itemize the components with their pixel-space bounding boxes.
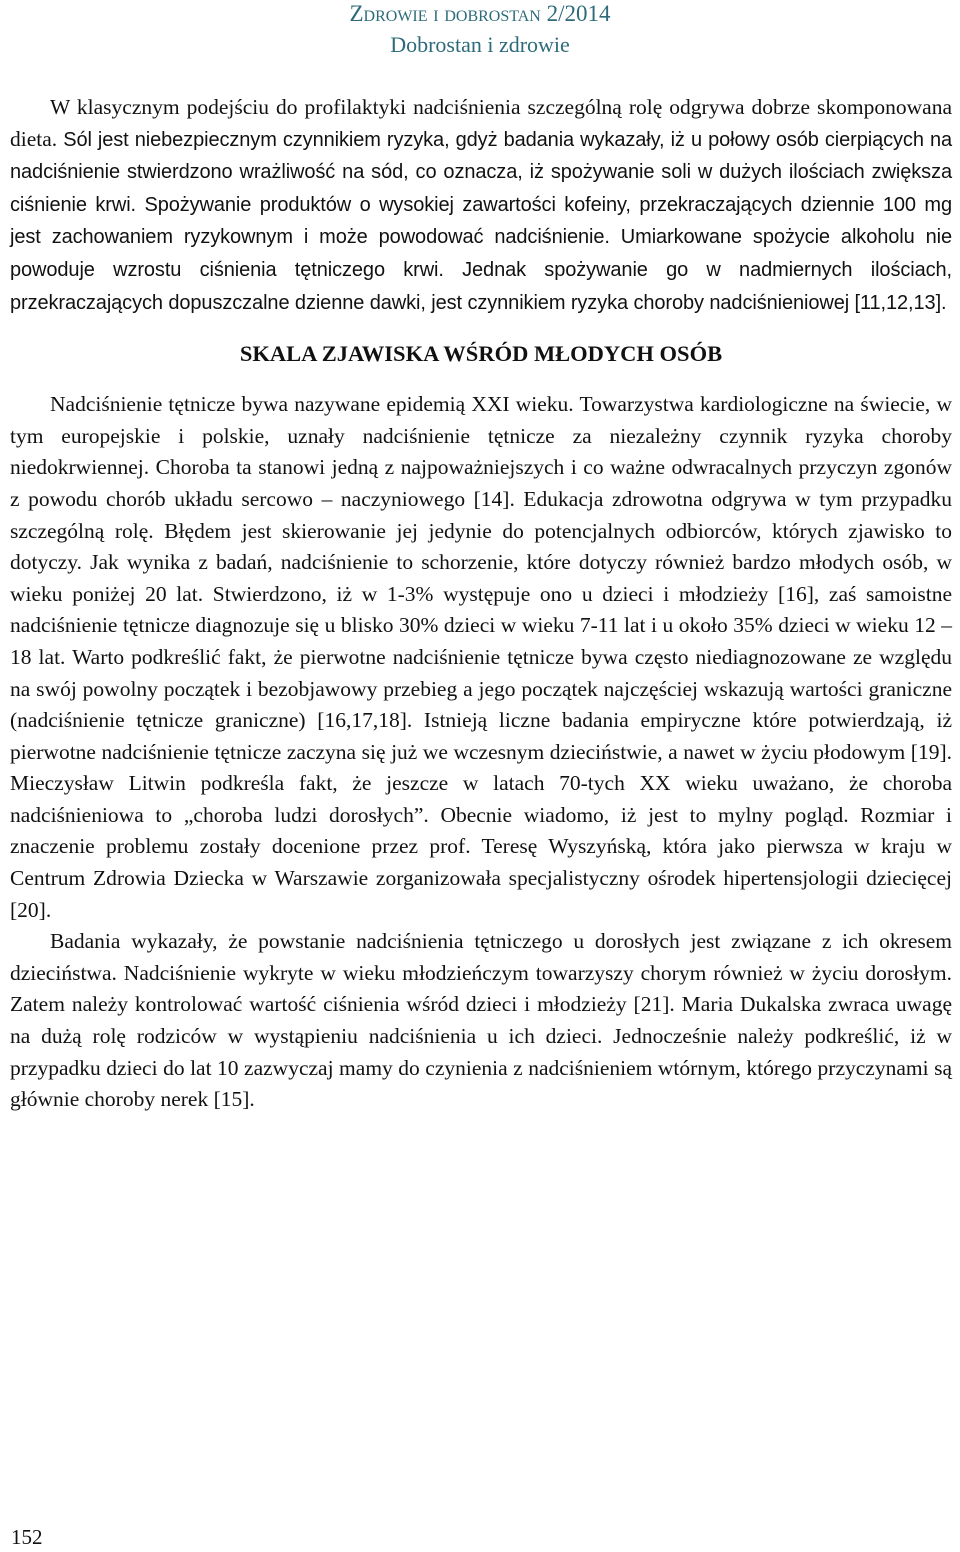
paragraph-diet-sans: Sól jest niebezpiecznym czynnikiem ryzyka, gdyż badania wykazały, iż u połowy osób cierpiących na nadciśnienie stwierdzono wrażliwość na sód, co oznacza, iż spożywanie soli w dużych ilościach zwiększa ciśnienie krwi. Spożywanie produktów o wysokiej zawartości kofeiny, przekraczających dziennie 100 mg jest zachowaniem ryzykownym i może powodować nadciśnienie. Umiarkowane spożycie alkoholu nie powoduje wzrostu ciśnienia tętniczego krwi. Jednak spożywanie go w nadmiernych ilościach, przekraczających dopuszczalne dzienne dawki, jest czynnikiem ryzyka choroby nadciśnieniowej [11,12,13].	[10, 128, 953, 314]
paragraph-diet	[10, 92, 952, 319]
article-body	[10, 92, 952, 1116]
paragraph-childhood: Badania wykazały, że powstanie nadciśnienia tętniczego u dorosłych jest związane z ich okresem dzieciństwa. Nadciśnienie wykryte w wieku młodzieńczym towarzyszy chorym również w życiu dorosłym. Zatem należy kontrolować wartość ciśnienia wśród dzieci i młodzieży [21]. Maria Dukalska zwraca uwagę na dużą rolę rodziców w wystąpieniu nadciśnienia u ich dzieci. Jednocześnie należy podkreślić, iż w przypadku dzieci do lat 10 zazwyczaj mamy do czynienia z nadciśnieniem wtórnym, którego przyczynami są głównie choroby nerek [15].	[10, 929, 952, 1112]
paragraph-scale: Nadciśnienie tętnicze bywa nazywane epidemią XXI wieku. Towarzystwa kardiologiczne na świecie, w tym europejskie i polskie, uznały nadciśnienie tętnicze za niezależny czynnik ryzyka choroby niedokrwiennej. Choroba ta stanowi jedną z najpoważniejszych i co ważne odwracalnych przyczyn zgonów z powodu chorób układu sercowo – naczyniowego [14]. Edukacja zdrowotna odgrywa w tym przypadku szczególną rolę. Błędem jest skierowanie jej jedynie do potencjalnych odbiorców, których zjawisko to dotyczy. Jak wynika z badań, nadciśnienie to schorzenie, które dotyczy również bardzo młodych osób, w wieku poniżej 20 lat. Stwierdzono, iż w 1-3% występuje ono u dzieci i młodzieży [16], zaś samoistne nadciśnienie tętnicze diagnozuje się u blisko 30% dzieci w wieku 7-11 lat i u około 35% dzieci w wieku 12 – 18 lat. Warto podkreślić fakt, że pierwotne nadciśnienie tętnicze bywa często niediagnozowane ze względu na swój powolny początek i bezobjawowy przebieg a jego początek najczęściej wskazują wartości graniczne (nadciśnienie tętnicze graniczne) [16,17,18]. Istnieją liczne badania empiryczne które potwierdzają, iż pierwotne nadciśnienie tętnicze zaczyna się już we wczesnym dzieciństwie, a nawet w życiu płodowym [19]. Mieczysław Litwin podkreśla fakt, że jeszcze w latach 70-tych XX wieku uważano, że choroba nadciśnieniowa to „choroba ludzi dorosłych”. Obecnie wiadomo, iż jest to mylny pogląd. Rozmiar i znaczenie problemu zostały docenione przez prof. Teresę Wyszyńską, która jako pierwsza w kraju w Centrum Zdrowia Dziecka w Warszawie zorganizowała specjalistyczny ośrodek hipertensjologii dziecięcej [20].	[10, 392, 952, 922]
paragraph-diet-serif: W klasycznym podejściu do profilaktyki nadciśnienia szczególną rolę odgrywa dobrze skomponowana dieta.	[10, 95, 952, 151]
journal-title	[0, 0, 960, 28]
journal-issue: 2/2014	[546, 1, 611, 26]
section-title: Dobrostan i zdrowie	[390, 32, 570, 57]
journal-name: Zdrowie i dobrostan	[349, 1, 541, 26]
section-heading: SKALA ZJAWISKA WŚRÓD MŁODYCH OSÓB	[239, 341, 723, 367]
page-number: 152	[11, 1525, 43, 1549]
